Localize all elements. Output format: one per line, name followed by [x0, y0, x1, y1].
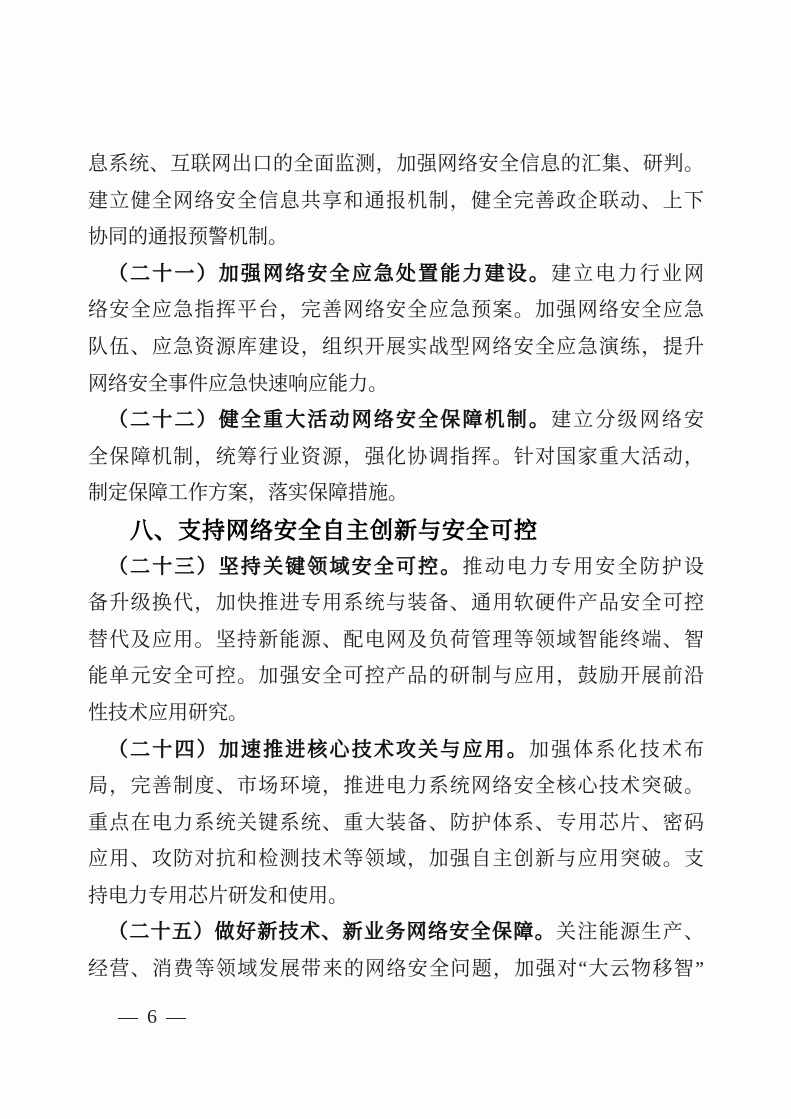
- text-line: 协同的通报预警机制。: [88, 226, 288, 249]
- text-line: 息系统、互联网出口的全面监测，加强网络安全信息的汇集、研判。: [88, 153, 704, 175]
- text-line: （二十一）加强网络安全应急处置能力建设。建立电力行业网: [108, 262, 704, 285]
- text-line: （二十二）健全重大活动网络安全保障机制。建立分级网络安: [108, 409, 704, 432]
- text-line: 八、支持网络安全自主创新与安全可控: [130, 516, 538, 543]
- text-line: 应用、攻防对抗和检测技术等领域，加强自主创新与应用突破。支: [88, 848, 704, 871]
- lead-sentence-emphasis: （二十三）坚持关键领域安全可控。: [108, 555, 463, 578]
- lead-sentence-emphasis: （二十二）健全重大活动网络安全保障机制。: [108, 409, 552, 432]
- paragraph: [88, 549, 704, 732]
- text-line: （二十四）加速推进核心技术攻关与应用。加强体系化技术布: [108, 738, 704, 761]
- lead-sentence-emphasis: （二十一）加强网络安全应急处置能力建设。: [108, 262, 552, 285]
- text-line: 持电力专用芯片研发和使用。: [88, 884, 348, 907]
- text-line: 局，完善制度、市场环境，推进电力系统网络安全核心技术突破。: [88, 775, 704, 798]
- text-line: 建立健全网络安全信息共享和通报机制，健全完善政企联动、上下: [88, 189, 704, 212]
- page-number: — 6 —: [118, 1006, 188, 1028]
- paragraph: [88, 732, 704, 915]
- paragraph: [88, 256, 704, 402]
- text-line: 络安全应急指挥平台，完善网络安全应急预案。加强网络安全应急: [88, 299, 704, 322]
- section-heading: [88, 512, 704, 549]
- lead-sentence-emphasis: （二十五）做好新技术、新业务网络安全保障。: [108, 921, 556, 944]
- text-line: 能单元安全可控。加强安全可控产品的研制与应用，鼓励开展前沿: [88, 665, 704, 688]
- text-line: 全保障机制，统筹行业资源，强化协调指挥。针对国家重大活动，: [88, 445, 704, 468]
- text-line: 经营、消费等领域发展带来的网络安全问题，加强对“大云物移智”: [88, 958, 704, 981]
- text-line: 队伍、应急资源库建设，组织开展实战型网络安全应急演练，提升: [88, 335, 704, 358]
- lead-sentence-emphasis: （二十四）加速推进核心技术攻关与应用。: [108, 738, 529, 761]
- paragraph: [88, 914, 704, 987]
- text-line: 替代及应用。坚持新能源、配电网及负荷管理等领域智能终端、智: [88, 628, 704, 651]
- paragraph: [88, 402, 704, 512]
- text-line: 性技术应用研究。: [88, 701, 248, 724]
- text-line: 重点在电力系统关键系统、重大装备、防护体系、专用芯片、密码: [88, 811, 704, 834]
- text-line: 制定保障工作方案，落实保障措施。: [88, 482, 408, 505]
- text-line: （二十五）做好新技术、新业务网络安全保障。关注能源生产、: [108, 921, 704, 944]
- text-line: 网络安全事件应急快速响应能力。: [88, 372, 388, 395]
- paragraph: [88, 146, 704, 256]
- text-line: 备升级换代，加快推进专用系统与装备、通用软硬件产品安全可控: [88, 592, 704, 615]
- document-body: [88, 146, 704, 988]
- text-line: （二十三）坚持关键领域安全可控。推动电力专用安全防护设: [108, 555, 704, 578]
